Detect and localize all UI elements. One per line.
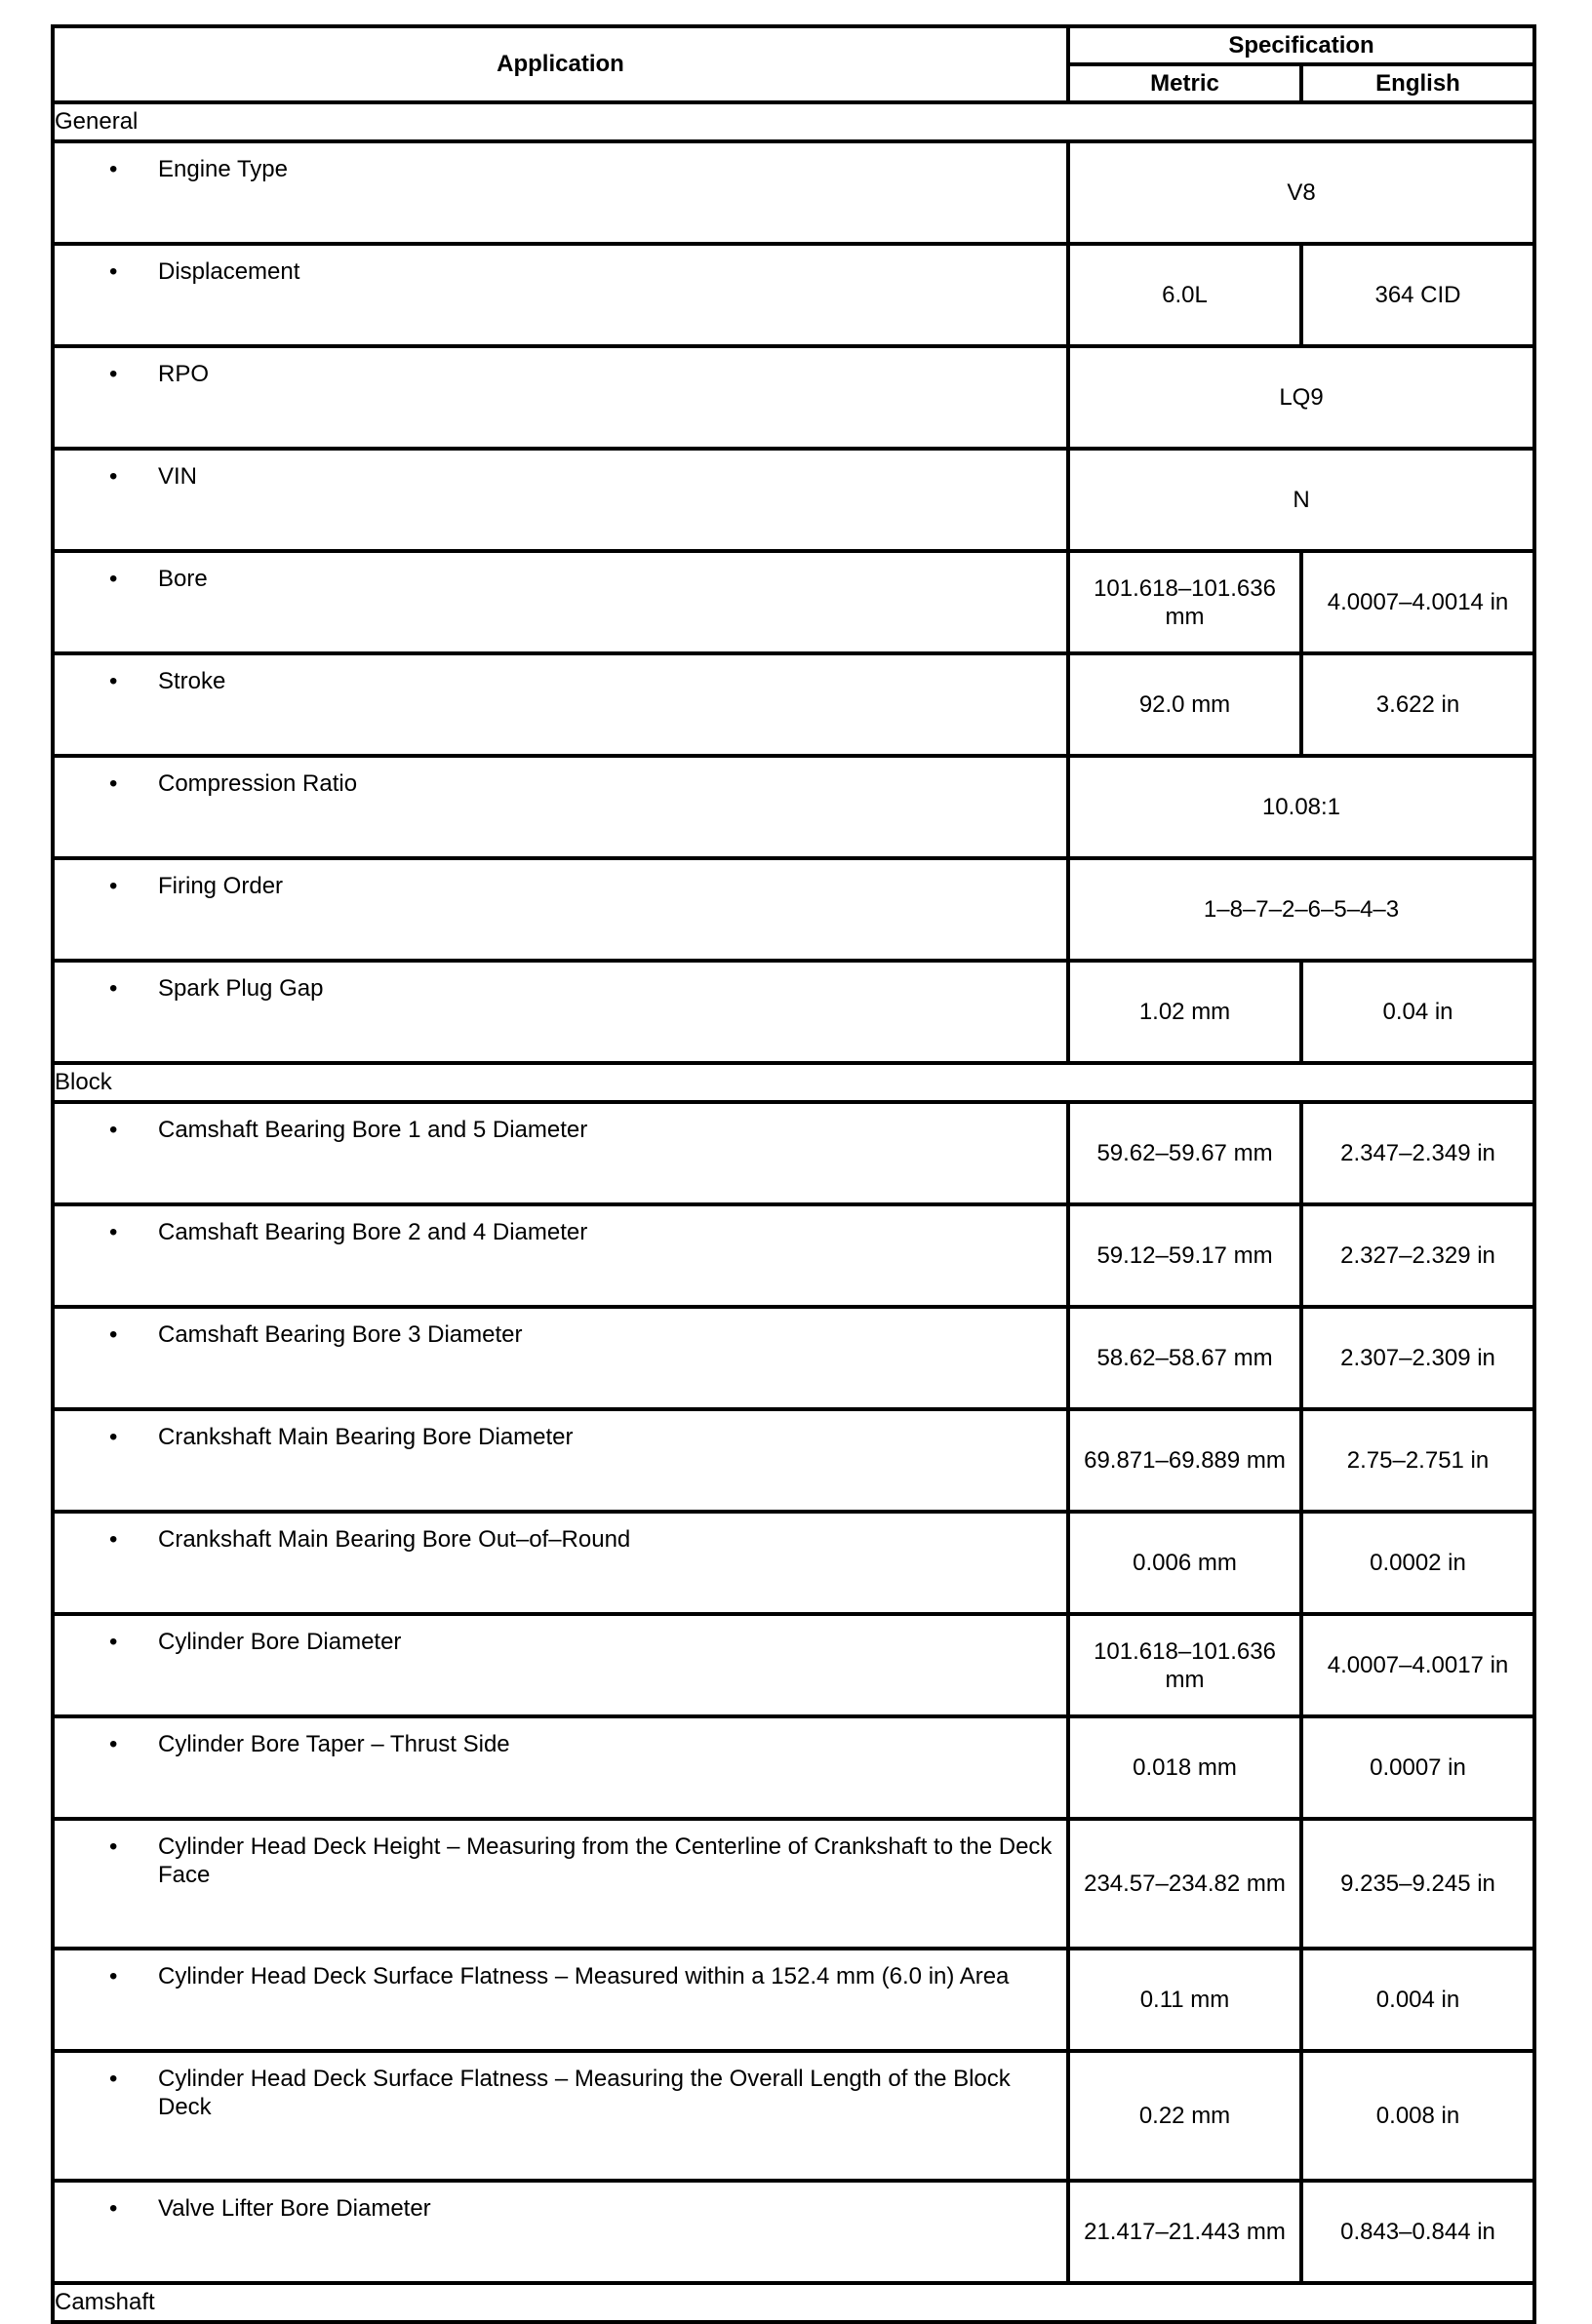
row-label: Camshaft Bearing Bore 2 and 4 Diameter xyxy=(158,1219,588,1245)
specification-header: Specification xyxy=(1068,26,1534,64)
bullet-icon: • xyxy=(109,1424,118,1450)
row-label: Crankshaft Main Bearing Bore Out–of–Round xyxy=(158,1526,631,1553)
bullet-icon: • xyxy=(109,1963,118,1989)
row-label: Stroke xyxy=(158,668,226,694)
row-value-combined: LQ9 xyxy=(1068,346,1534,449)
table-row xyxy=(53,141,1534,244)
row-label: Bore xyxy=(158,566,208,592)
row-label: Cylinder Head Deck Surface Flatness – Measuring the Overall Length of the Block Deck xyxy=(158,2066,1011,2120)
table-row xyxy=(53,346,1534,449)
row-value-english: 0.0007 in xyxy=(1301,1716,1534,1819)
bullet-icon: • xyxy=(109,1833,118,1860)
bullet-icon: • xyxy=(109,1219,118,1245)
section-block: Block xyxy=(53,1063,1534,1102)
table-row xyxy=(53,551,1534,653)
row-value-metric: 59.62–59.67 mm xyxy=(1068,1102,1301,1204)
bullet-icon: • xyxy=(109,156,118,182)
table-row xyxy=(53,1512,1534,1614)
row-label: RPO xyxy=(158,361,210,387)
row-value-combined: 1–8–7–2–6–5–4–3 xyxy=(1068,858,1534,961)
row-value-english: 2.307–2.309 in xyxy=(1301,1307,1534,1409)
bullet-icon: • xyxy=(109,463,118,490)
row-value-english: 0.843–0.844 in xyxy=(1301,2181,1534,2283)
section-general: General xyxy=(53,102,1534,141)
row-value-english: 2.347–2.349 in xyxy=(1301,1102,1534,1204)
bullet-icon: • xyxy=(109,1629,118,1655)
bullet-icon: • xyxy=(109,1117,118,1143)
bullet-icon: • xyxy=(109,1321,118,1348)
row-value-metric: 0.22 mm xyxy=(1068,2051,1301,2181)
table-row xyxy=(53,1819,1534,1949)
row-label: VIN xyxy=(158,463,198,490)
table-row xyxy=(53,1409,1534,1512)
row-label: Cylinder Bore Taper – Thrust Side xyxy=(158,1731,510,1757)
row-value-english: 0.04 in xyxy=(1301,961,1534,1063)
row-label: Cylinder Head Deck Height – Measuring from the Centerline of Crankshaft to the Deck Face xyxy=(158,1833,1053,1888)
row-value-english: 4.0007–4.0017 in xyxy=(1301,1614,1534,1716)
row-label: Engine Type xyxy=(158,156,288,182)
row-value-combined: V8 xyxy=(1068,141,1534,244)
row-label: Spark Plug Gap xyxy=(158,975,324,1002)
row-value-metric: 69.871–69.889 mm xyxy=(1068,1409,1301,1512)
row-label: Cylinder Head Deck Surface Flatness – Measured within a 152.4 mm (6.0 in) Area xyxy=(158,1963,1010,1989)
table-row xyxy=(53,1307,1534,1409)
bullet-icon: • xyxy=(109,1526,118,1553)
row-value-metric: 101.618–101.636 mm xyxy=(1068,1614,1301,1716)
row-value-english: 4.0007–4.0014 in xyxy=(1301,551,1534,653)
english-header: English xyxy=(1301,64,1534,102)
table-row xyxy=(53,1204,1534,1307)
row-value-metric: 21.417–21.443 mm xyxy=(1068,2181,1301,2283)
bullet-icon: • xyxy=(109,1731,118,1757)
row-label: Displacement xyxy=(158,258,300,285)
bullet-icon: • xyxy=(109,2066,118,2092)
row-value-english: 0.0002 in xyxy=(1301,1512,1534,1614)
row-label: Firing Order xyxy=(158,873,284,899)
row-value-metric: 58.62–58.67 mm xyxy=(1068,1307,1301,1409)
bullet-icon: • xyxy=(109,258,118,285)
row-value-english: 9.235–9.245 in xyxy=(1301,1819,1534,1949)
row-value-combined: N xyxy=(1068,449,1534,551)
table-row xyxy=(53,961,1534,1063)
row-value-english: 0.008 in xyxy=(1301,2051,1534,2181)
row-label: Crankshaft Main Bearing Bore Diameter xyxy=(158,1424,574,1450)
section-camshaft: Camshaft xyxy=(53,2283,1534,2322)
row-value-metric: 6.0L xyxy=(1068,244,1301,346)
table-row xyxy=(53,2051,1534,2181)
row-label: Valve Lifter Bore Diameter xyxy=(158,2195,431,2222)
row-value-english: 2.75–2.751 in xyxy=(1301,1409,1534,1512)
table-row xyxy=(53,653,1534,756)
row-value-metric: 0.006 mm xyxy=(1068,1512,1301,1614)
table-row xyxy=(53,756,1534,858)
table-row xyxy=(53,1102,1534,1204)
row-value-english: 3.622 in xyxy=(1301,653,1534,756)
row-label: Cylinder Bore Diameter xyxy=(158,1629,402,1655)
table-row xyxy=(53,858,1534,961)
table-row xyxy=(53,2181,1534,2283)
row-value-english: 2.327–2.329 in xyxy=(1301,1204,1534,1307)
row-value-english: 0.004 in xyxy=(1301,1949,1534,2051)
row-value-metric: 0.018 mm xyxy=(1068,1716,1301,1819)
bullet-icon: • xyxy=(109,668,118,694)
table-row xyxy=(53,1949,1534,2051)
application-header: Application xyxy=(53,26,1068,102)
table-row xyxy=(53,449,1534,551)
bullet-icon: • xyxy=(109,2195,118,2222)
bullet-icon: • xyxy=(109,975,118,1002)
specification-table xyxy=(51,24,1536,2324)
row-value-metric: 234.57–234.82 mm xyxy=(1068,1819,1301,1949)
metric-header: Metric xyxy=(1068,64,1301,102)
bullet-icon: • xyxy=(109,566,118,592)
table-row xyxy=(53,1716,1534,1819)
row-value-metric: 101.618–101.636 mm xyxy=(1068,551,1301,653)
row-value-metric: 0.11 mm xyxy=(1068,1949,1301,2051)
bullet-icon: • xyxy=(109,873,118,899)
bullet-icon: • xyxy=(109,770,118,797)
row-label: Camshaft Bearing Bore 3 Diameter xyxy=(158,1321,523,1348)
table-row xyxy=(53,244,1534,346)
bullet-icon: • xyxy=(109,361,118,387)
row-value-metric: 92.0 mm xyxy=(1068,653,1301,756)
row-value-english: 364 CID xyxy=(1301,244,1534,346)
row-value-metric: 59.12–59.17 mm xyxy=(1068,1204,1301,1307)
row-label: Camshaft Bearing Bore 1 and 5 Diameter xyxy=(158,1117,588,1143)
row-value-metric: 1.02 mm xyxy=(1068,961,1301,1063)
row-label: Compression Ratio xyxy=(158,770,358,797)
table-row xyxy=(53,1614,1534,1716)
row-value-combined: 10.08:1 xyxy=(1068,756,1534,858)
